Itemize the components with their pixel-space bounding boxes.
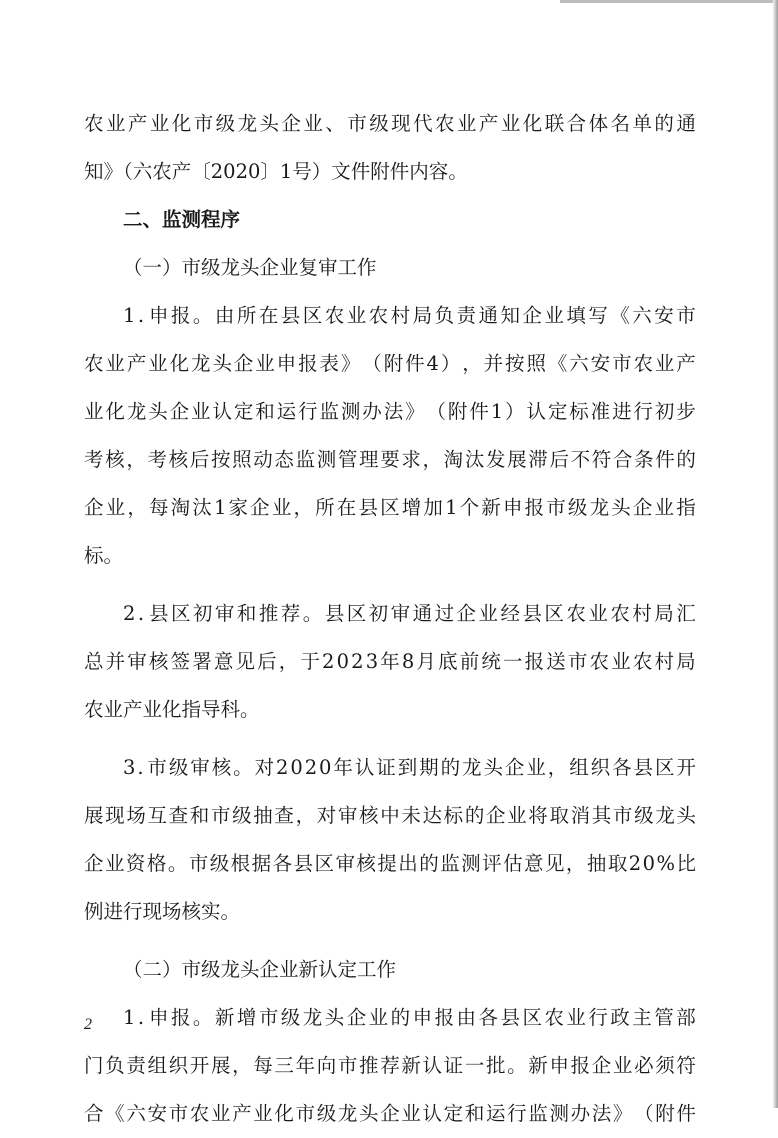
paragraph-line: 业 化 龙 头 企 业 认 定 和 运 行 监 测 办 法 》 （ 附 件 1 ） 认 定 标 准 进 行 初 步 xyxy=(84,400,696,423)
paragraph-line: 企 业 ， 每 淘 汰 1 家 企 业 ， 所 在 县 区 增 加 1 个 新 申 报 市 级 龙 头 企 业 指 xyxy=(84,496,696,519)
scan-edge-top xyxy=(560,0,778,3)
paragraph-line: 3 . 市 级 审 核 。 对 2 0 2 0 年 认 证 到 期 的 龙 头 企 业 ， 组 织 各 县 区 开 xyxy=(123,756,696,779)
paragraph-line: 2 . 县 区 初 审 和 推 荐 。 县 区 初 审 通 过 企 业 经 县 区 农 业 农 村 局 汇 xyxy=(123,602,696,625)
paragraph-line: 农 业 产 业 化 龙 头 企 业 申 报 表 》 （ 附 件 4 ） ， 并 按 照 《 六 安 市 农 业 产 xyxy=(84,352,696,375)
paragraph-line: 展 现 场 互 查 和 市 级 抽 查 ， 对 审 核 中 未 达 标 的 企 业 将 取 消 其 市 级 龙 头 xyxy=(84,804,696,827)
paragraph-line: 标。 xyxy=(84,544,124,567)
scan-edge-right xyxy=(773,0,778,1108)
paragraph-line: 考 核 ， 考 核 后 按 照 动 态 监 测 管 理 要 求 ， 淘 汰 发 展 滞 后 不 符 合 条 件 的 xyxy=(84,448,696,471)
paragraph-line: 企 业 资 格 。 市 级 根 据 各 县 区 审 核 提 出 的 监 测 评 估 意 见 ， 抽 取 2 0 % 比 xyxy=(84,852,696,875)
paragraph-line: 农业产业化指导科。 xyxy=(84,698,260,721)
subsection-heading: （一）市级龙头企业复审工作 xyxy=(123,256,377,279)
document-body xyxy=(84,100,696,1138)
section-heading: 二、监测程序 xyxy=(123,208,241,231)
paragraph-line: 合 《 六 安 市 农 业 产 业 化 市 级 龙 头 企 业 认 定 和 运 行 监 测 办 法 》 （ 附 件 xyxy=(84,1102,696,1125)
paragraph-line: 总 并 审 核 签 署 意 见 后 ， 于 2 0 2 3 年 8 月 底 前 统 一 报 送 市 农 业 农 村 局 xyxy=(84,650,696,673)
paragraph-line: 例进行现场核实。 xyxy=(84,900,241,923)
paragraph-line: 1 . 申 报 。 新 增 市 级 龙 头 企 业 的 申 报 由 各 县 区 农 业 行 政 主 管 部 xyxy=(123,1006,696,1029)
subsection-heading: （二）市级龙头企业新认定工作 xyxy=(123,958,397,981)
paragraph-line: 门 负 责 组 织 开 展 ， 每 三 年 向 市 推 荐 新 认 证 一 批 。 新 申 报 企 业 必 须 符 xyxy=(84,1054,696,1077)
paragraph-line: 1 . 申 报 。 由 所 在 县 区 农 业 农 村 局 负 责 通 知 企 业 填 写 《 六 安 市 xyxy=(123,304,696,327)
paragraph-line: 农 业 产 业 化 市 级 龙 头 企 业 、 市 级 现 代 农 业 产 业 化 联 合 体 名 单 的 通 xyxy=(84,112,696,135)
paragraph-line: 知》（六农产〔2020〕1号）文件附件内容。 xyxy=(84,160,468,183)
page-number: 2 xyxy=(84,1016,92,1033)
